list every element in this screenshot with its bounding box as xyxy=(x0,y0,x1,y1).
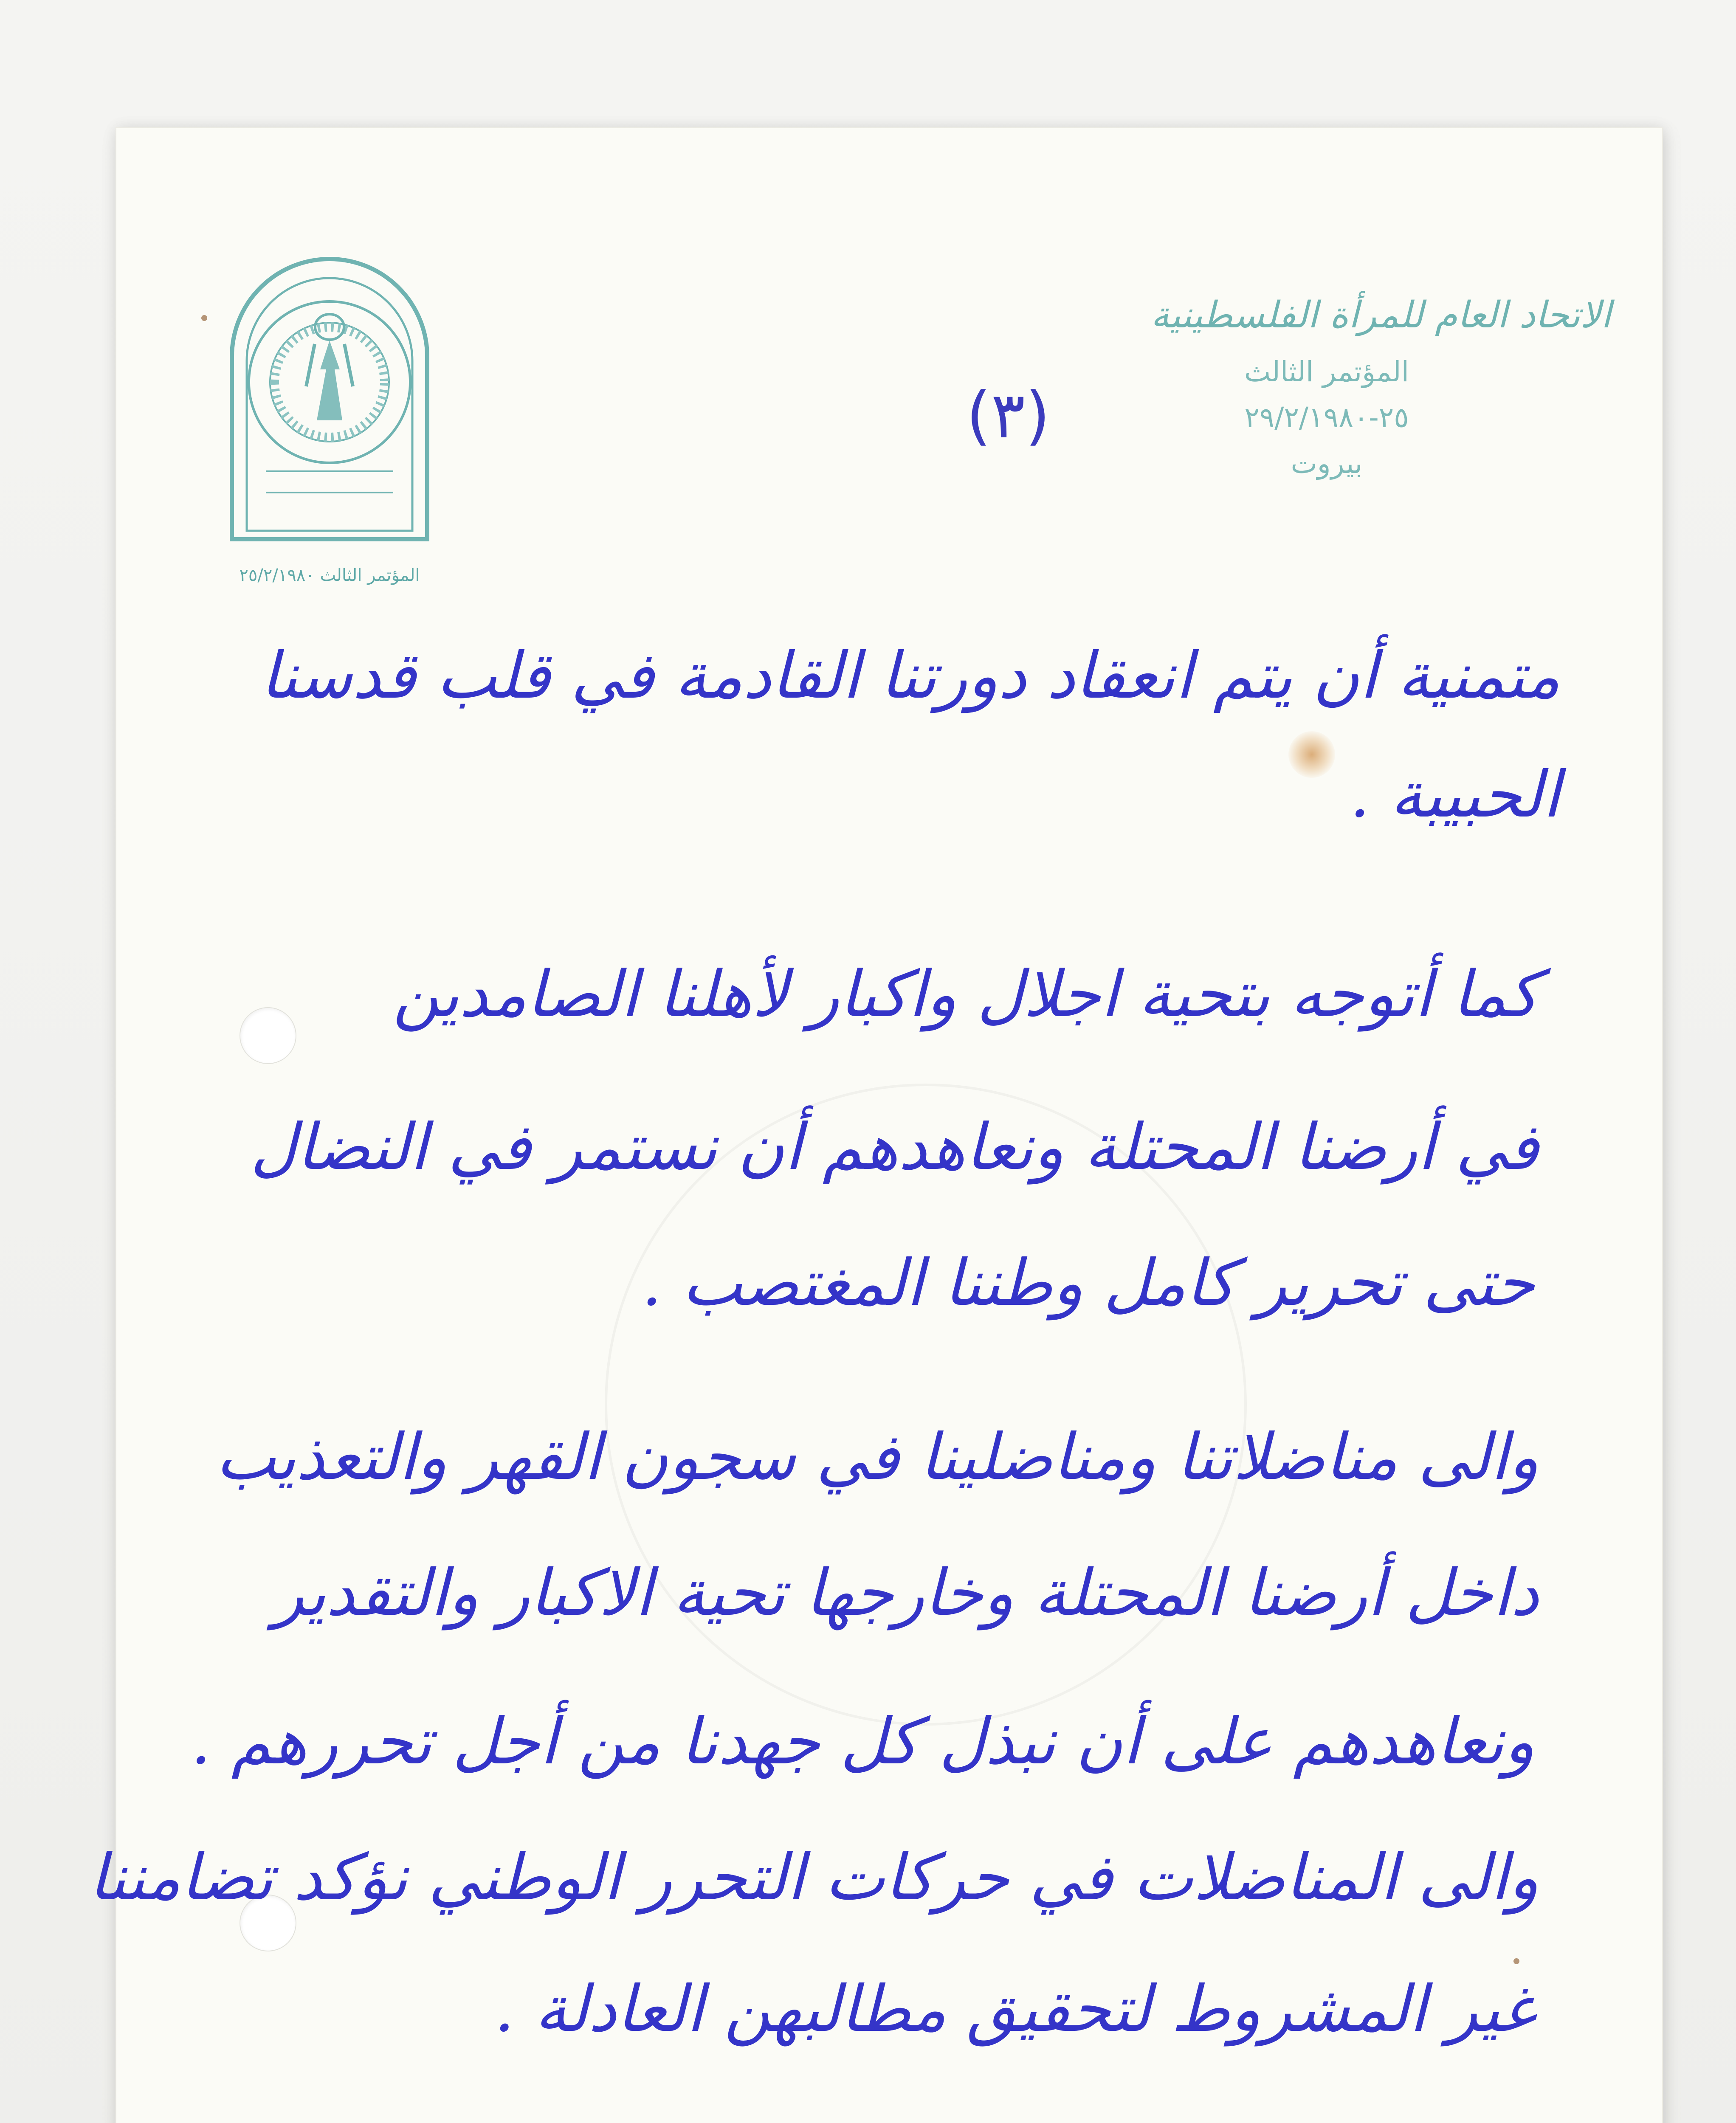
body-line: كما أتوجه بتحية اجلال واكبار لأهلنا الصامدين xyxy=(393,957,1539,1031)
body-line: والى المناضلات في حركات التحرر الوطني نؤكد تضامننا xyxy=(89,1841,1539,1915)
body-line: غير المشروط لتحقيق مطالبهن العادلة . xyxy=(494,1972,1535,2046)
body-line: حتى تحرير كامل وطننا المغتصب . xyxy=(641,1246,1535,1320)
conference-name: المؤتمر الثالث xyxy=(1244,355,1409,388)
body-line: متمنية أن يتم انعقاد دورتنا القادمة في قلب قدسنا xyxy=(260,639,1560,713)
body-line: داخل أرضنا المحتلة وخارجها تحية الاكبار والتقدير xyxy=(273,1556,1539,1630)
body-line: ونعاهدهم على أن نبذل كل جهدنا من أجل تحررهم . xyxy=(191,1705,1535,1779)
page-number: (٣) xyxy=(966,379,1050,453)
emblem-caption: المؤتمر الثالث ٢٥/٢/١٩٨٠ xyxy=(239,566,420,585)
handwritten-body xyxy=(89,128,1662,2123)
body-line: الحبيبة . xyxy=(1350,758,1560,832)
conference-city: بيروت xyxy=(1291,447,1363,480)
body-line: والى مناضلاتنا ومناضلينا في سجون القهر والتعذيب xyxy=(215,1420,1539,1494)
letter-page xyxy=(89,127,1663,2123)
body-line: في أرضنا المحتلة ونعاهدهم أن نستمر في النضال xyxy=(250,1110,1539,1184)
conference-dates: ٢٥-٢٩/٢/١٩٨٠ xyxy=(1244,401,1409,434)
organization-name: الاتحاد العام للمرأة الفلسطينية xyxy=(1150,294,1611,336)
